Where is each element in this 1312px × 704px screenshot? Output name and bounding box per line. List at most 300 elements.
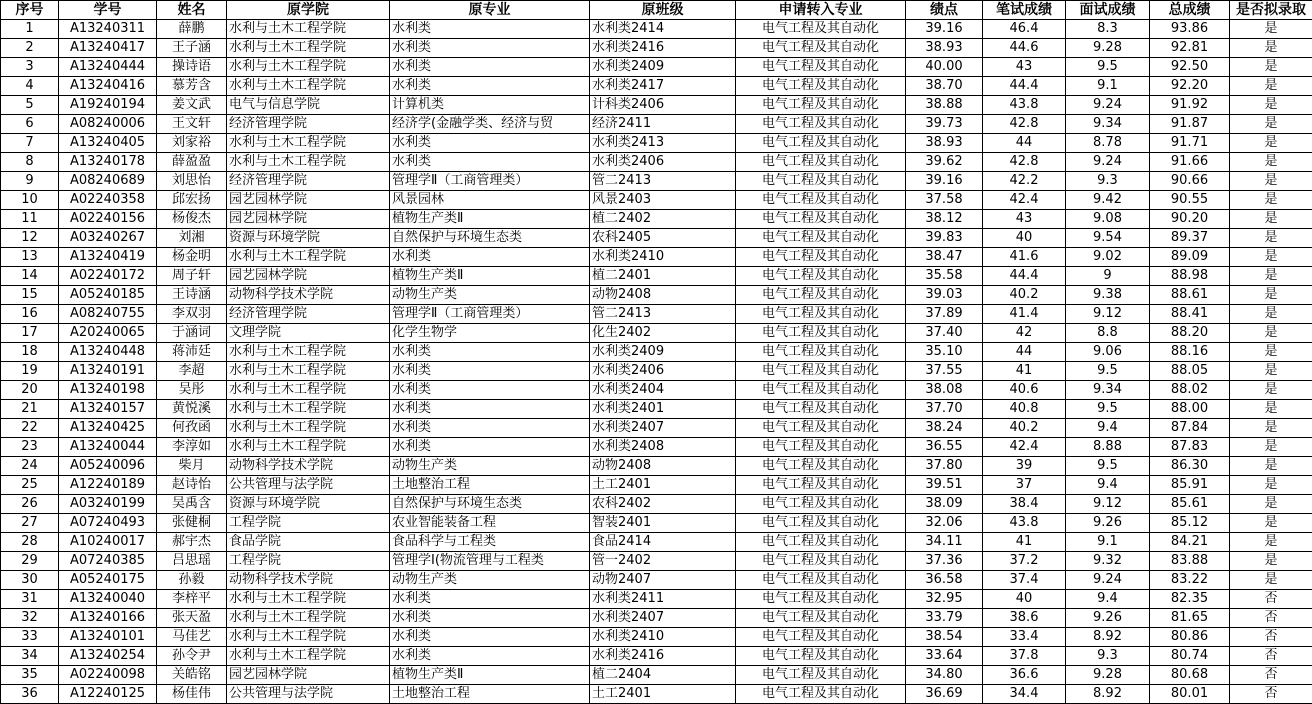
cell-interview-score: 9.54 [1066, 229, 1150, 248]
table-row [1, 39, 1312, 58]
cell-seq: 19 [1, 362, 59, 381]
cell-gpa: 34.11 [906, 533, 983, 552]
cell-seq: 7 [1, 134, 59, 153]
cell-student-id: A13240101 [59, 628, 157, 647]
cell-written-score: 34.4 [983, 685, 1066, 704]
cell-total-score: 89.37 [1150, 229, 1230, 248]
column-header-admitted: 是否拟录取 [1230, 1, 1312, 20]
column-header-interview-score: 面试成绩 [1066, 1, 1150, 20]
column-header-student-id: 学号 [59, 1, 157, 20]
cell-orig-major: 植物生产类Ⅱ [390, 210, 590, 229]
cell-student-id: A13240178 [59, 153, 157, 172]
cell-orig-class: 水利类2407 [590, 609, 736, 628]
cell-total-score: 88.00 [1150, 400, 1230, 419]
cell-target-major: 电气工程及其自动化 [736, 438, 906, 457]
cell-name: 慕芳含 [157, 77, 227, 96]
cell-orig-class: 化生2402 [590, 324, 736, 343]
cell-admitted: 否 [1230, 590, 1312, 609]
cell-target-major: 电气工程及其自动化 [736, 267, 906, 286]
cell-student-id: A02240098 [59, 666, 157, 685]
cell-admitted: 是 [1230, 20, 1312, 39]
cell-interview-score: 8.8 [1066, 324, 1150, 343]
cell-student-id: A03240267 [59, 229, 157, 248]
cell-interview-score: 9.5 [1066, 58, 1150, 77]
cell-admitted: 否 [1230, 685, 1312, 704]
cell-orig-major: 管理学Ⅱ（工商管理类） [390, 172, 590, 191]
cell-gpa: 37.80 [906, 457, 983, 476]
table-row [1, 400, 1312, 419]
cell-gpa: 36.69 [906, 685, 983, 704]
cell-interview-score: 9.34 [1066, 381, 1150, 400]
cell-orig-major: 植物生产类Ⅱ [390, 666, 590, 685]
cell-admitted: 是 [1230, 134, 1312, 153]
table-body [1, 20, 1312, 704]
cell-orig-major: 食品科学与工程类 [390, 533, 590, 552]
cell-interview-score: 9.5 [1066, 400, 1150, 419]
cell-orig-college: 水利与土木工程学院 [227, 39, 390, 58]
cell-interview-score: 8.3 [1066, 20, 1150, 39]
cell-interview-score: 9.12 [1066, 305, 1150, 324]
cell-target-major: 电气工程及其自动化 [736, 628, 906, 647]
cell-admitted: 是 [1230, 77, 1312, 96]
table-row [1, 324, 1312, 343]
cell-admitted: 是 [1230, 229, 1312, 248]
cell-student-id: A08240006 [59, 115, 157, 134]
cell-orig-major: 水利类 [390, 400, 590, 419]
cell-gpa: 32.95 [906, 590, 983, 609]
cell-total-score: 80.01 [1150, 685, 1230, 704]
cell-orig-college: 水利与土木工程学院 [227, 628, 390, 647]
cell-target-major: 电气工程及其自动化 [736, 419, 906, 438]
header-row [1, 1, 1312, 20]
cell-orig-college: 水利与土木工程学院 [227, 419, 390, 438]
cell-name: 刘家裕 [157, 134, 227, 153]
cell-total-score: 93.86 [1150, 20, 1230, 39]
cell-orig-college: 动物科学技术学院 [227, 286, 390, 305]
cell-gpa: 38.12 [906, 210, 983, 229]
cell-target-major: 电气工程及其自动化 [736, 476, 906, 495]
cell-name: 吕思瑶 [157, 552, 227, 571]
cell-orig-college: 园艺园林学院 [227, 666, 390, 685]
cell-written-score: 42.2 [983, 172, 1066, 191]
cell-target-major: 电气工程及其自动化 [736, 229, 906, 248]
cell-total-score: 90.66 [1150, 172, 1230, 191]
cell-orig-college: 经济管理学院 [227, 115, 390, 134]
cell-total-score: 91.71 [1150, 134, 1230, 153]
cell-orig-major: 水利类 [390, 628, 590, 647]
cell-orig-major: 管理学Ⅰ(物流管理与工程类 [390, 552, 590, 571]
cell-interview-score: 9 [1066, 267, 1150, 286]
cell-orig-class: 水利类2413 [590, 134, 736, 153]
cell-interview-score: 9.08 [1066, 210, 1150, 229]
cell-orig-class: 风景2403 [590, 191, 736, 210]
cell-target-major: 电气工程及其自动化 [736, 134, 906, 153]
cell-orig-college: 资源与环境学院 [227, 229, 390, 248]
cell-target-major: 电气工程及其自动化 [736, 191, 906, 210]
cell-written-score: 42.8 [983, 115, 1066, 134]
cell-written-score: 43 [983, 58, 1066, 77]
cell-target-major: 电气工程及其自动化 [736, 20, 906, 39]
cell-orig-college: 水利与土木工程学院 [227, 248, 390, 267]
cell-orig-college: 文理学院 [227, 324, 390, 343]
cell-admitted: 是 [1230, 533, 1312, 552]
cell-name: 张天盈 [157, 609, 227, 628]
cell-target-major: 电气工程及其自动化 [736, 400, 906, 419]
column-header-total-score: 总成绩 [1150, 1, 1230, 20]
cell-total-score: 90.20 [1150, 210, 1230, 229]
table-row [1, 514, 1312, 533]
cell-orig-major: 水利类 [390, 609, 590, 628]
cell-admitted: 是 [1230, 381, 1312, 400]
cell-orig-major: 动物生产类 [390, 457, 590, 476]
cell-admitted: 是 [1230, 39, 1312, 58]
cell-target-major: 电气工程及其自动化 [736, 514, 906, 533]
cell-orig-major: 农业智能装备工程 [390, 514, 590, 533]
cell-seq: 27 [1, 514, 59, 533]
cell-target-major: 电气工程及其自动化 [736, 590, 906, 609]
cell-total-score: 88.41 [1150, 305, 1230, 324]
cell-student-id: A13240198 [59, 381, 157, 400]
cell-written-score: 42.4 [983, 438, 1066, 457]
cell-seq: 23 [1, 438, 59, 457]
column-header-seq: 序号 [1, 1, 59, 20]
cell-seq: 4 [1, 77, 59, 96]
cell-target-major: 电气工程及其自动化 [736, 115, 906, 134]
cell-written-score: 43 [983, 210, 1066, 229]
cell-written-score: 40 [983, 590, 1066, 609]
cell-seq: 12 [1, 229, 59, 248]
cell-orig-major: 自然保护与环境生态类 [390, 229, 590, 248]
cell-interview-score: 9.06 [1066, 343, 1150, 362]
table-row [1, 229, 1312, 248]
cell-seq: 3 [1, 58, 59, 77]
table-row [1, 248, 1312, 267]
cell-name: 王文轩 [157, 115, 227, 134]
cell-seq: 36 [1, 685, 59, 704]
cell-orig-class: 土工2401 [590, 685, 736, 704]
cell-written-score: 37.2 [983, 552, 1066, 571]
cell-orig-major: 水利类 [390, 39, 590, 58]
column-header-name: 姓名 [157, 1, 227, 20]
cell-interview-score: 8.92 [1066, 628, 1150, 647]
cell-seq: 33 [1, 628, 59, 647]
cell-orig-major: 水利类 [390, 20, 590, 39]
cell-student-id: A07240385 [59, 552, 157, 571]
cell-name: 张健桐 [157, 514, 227, 533]
cell-written-score: 39 [983, 457, 1066, 476]
table-row [1, 96, 1312, 115]
cell-admitted: 否 [1230, 609, 1312, 628]
cell-seq: 8 [1, 153, 59, 172]
cell-written-score: 44.4 [983, 77, 1066, 96]
cell-orig-college: 电气与信息学院 [227, 96, 390, 115]
cell-seq: 1 [1, 20, 59, 39]
cell-target-major: 电气工程及其自动化 [736, 533, 906, 552]
table-row [1, 476, 1312, 495]
cell-orig-major: 水利类 [390, 343, 590, 362]
cell-total-score: 88.20 [1150, 324, 1230, 343]
cell-gpa: 38.24 [906, 419, 983, 438]
cell-admitted: 是 [1230, 96, 1312, 115]
cell-total-score: 85.12 [1150, 514, 1230, 533]
cell-written-score: 44.4 [983, 267, 1066, 286]
table-row [1, 191, 1312, 210]
cell-admitted: 是 [1230, 286, 1312, 305]
cell-target-major: 电气工程及其自动化 [736, 172, 906, 191]
cell-orig-class: 土工2401 [590, 476, 736, 495]
cell-name: 刘思怡 [157, 172, 227, 191]
cell-written-score: 40.8 [983, 400, 1066, 419]
cell-name: 邱宏扬 [157, 191, 227, 210]
table-row [1, 438, 1312, 457]
table-row [1, 590, 1312, 609]
cell-orig-college: 动物科学技术学院 [227, 571, 390, 590]
cell-admitted: 是 [1230, 571, 1312, 590]
cell-interview-score: 9.24 [1066, 96, 1150, 115]
cell-student-id: A13240157 [59, 400, 157, 419]
cell-student-id: A13240191 [59, 362, 157, 381]
table-row [1, 343, 1312, 362]
cell-student-id: A12240189 [59, 476, 157, 495]
cell-gpa: 35.10 [906, 343, 983, 362]
cell-target-major: 电气工程及其自动化 [736, 305, 906, 324]
cell-orig-major: 风景园林 [390, 191, 590, 210]
cell-total-score: 88.98 [1150, 267, 1230, 286]
cell-name: 吴禹含 [157, 495, 227, 514]
cell-total-score: 87.84 [1150, 419, 1230, 438]
cell-interview-score: 9.12 [1066, 495, 1150, 514]
cell-orig-class: 管二2413 [590, 172, 736, 191]
cell-seq: 30 [1, 571, 59, 590]
cell-interview-score: 8.78 [1066, 134, 1150, 153]
cell-interview-score: 9.26 [1066, 514, 1150, 533]
cell-orig-class: 水利类2410 [590, 628, 736, 647]
cell-orig-major: 水利类 [390, 438, 590, 457]
cell-orig-class: 管二2413 [590, 305, 736, 324]
cell-total-score: 80.86 [1150, 628, 1230, 647]
cell-target-major: 电气工程及其自动化 [736, 552, 906, 571]
cell-target-major: 电气工程及其自动化 [736, 381, 906, 400]
cell-orig-class: 水利类2417 [590, 77, 736, 96]
cell-written-score: 40.2 [983, 419, 1066, 438]
cell-name: 薛鹏 [157, 20, 227, 39]
cell-total-score: 91.66 [1150, 153, 1230, 172]
cell-target-major: 电气工程及其自动化 [736, 58, 906, 77]
cell-orig-class: 植二2401 [590, 267, 736, 286]
cell-orig-class: 水利类2406 [590, 362, 736, 381]
cell-written-score: 42 [983, 324, 1066, 343]
cell-interview-score: 9.28 [1066, 666, 1150, 685]
table-row [1, 495, 1312, 514]
cell-gpa: 39.16 [906, 172, 983, 191]
cell-orig-class: 水利类2406 [590, 153, 736, 172]
table-row [1, 305, 1312, 324]
cell-name: 郝宇杰 [157, 533, 227, 552]
cell-total-score: 85.91 [1150, 476, 1230, 495]
cell-written-score: 44 [983, 134, 1066, 153]
cell-orig-major: 计算机类 [390, 96, 590, 115]
cell-written-score: 41.6 [983, 248, 1066, 267]
cell-orig-college: 水利与土木工程学院 [227, 153, 390, 172]
cell-gpa: 34.80 [906, 666, 983, 685]
cell-name: 柴月 [157, 457, 227, 476]
cell-target-major: 电气工程及其自动化 [736, 362, 906, 381]
cell-orig-major: 水利类 [390, 134, 590, 153]
cell-orig-college: 水利与土木工程学院 [227, 400, 390, 419]
cell-orig-college: 水利与土木工程学院 [227, 381, 390, 400]
cell-total-score: 86.30 [1150, 457, 1230, 476]
cell-student-id: A13240044 [59, 438, 157, 457]
cell-target-major: 电气工程及其自动化 [736, 324, 906, 343]
cell-seq: 22 [1, 419, 59, 438]
cell-student-id: A19240194 [59, 96, 157, 115]
cell-student-id: A13240419 [59, 248, 157, 267]
cell-written-score: 42.4 [983, 191, 1066, 210]
cell-orig-college: 园艺园林学院 [227, 210, 390, 229]
cell-target-major: 电气工程及其自动化 [736, 39, 906, 58]
cell-gpa: 33.79 [906, 609, 983, 628]
cell-name: 于涵词 [157, 324, 227, 343]
cell-orig-college: 经济管理学院 [227, 305, 390, 324]
column-header-orig-major: 原专业 [390, 1, 590, 20]
cell-interview-score: 9.32 [1066, 552, 1150, 571]
cell-gpa: 36.58 [906, 571, 983, 590]
cell-written-score: 43.8 [983, 514, 1066, 533]
cell-student-id: A13240417 [59, 39, 157, 58]
cell-name: 李梓平 [157, 590, 227, 609]
cell-admitted: 是 [1230, 514, 1312, 533]
cell-orig-class: 动物2407 [590, 571, 736, 590]
cell-orig-major: 土地整治工程 [390, 685, 590, 704]
cell-total-score: 80.74 [1150, 647, 1230, 666]
cell-target-major: 电气工程及其自动化 [736, 457, 906, 476]
cell-student-id: A13240416 [59, 77, 157, 96]
cell-written-score: 40.6 [983, 381, 1066, 400]
cell-target-major: 电气工程及其自动化 [736, 609, 906, 628]
cell-seq: 32 [1, 609, 59, 628]
cell-gpa: 39.83 [906, 229, 983, 248]
cell-interview-score: 9.42 [1066, 191, 1150, 210]
cell-gpa: 36.55 [906, 438, 983, 457]
cell-name: 杨佳伟 [157, 685, 227, 704]
cell-written-score: 37 [983, 476, 1066, 495]
cell-orig-major: 水利类 [390, 419, 590, 438]
cell-total-score: 81.65 [1150, 609, 1230, 628]
cell-interview-score: 9.4 [1066, 419, 1150, 438]
cell-interview-score: 9.3 [1066, 647, 1150, 666]
cell-name: 孙令尹 [157, 647, 227, 666]
cell-target-major: 电气工程及其自动化 [736, 286, 906, 305]
cell-orig-college: 水利与土木工程学院 [227, 590, 390, 609]
column-header-written-score: 笔试成绩 [983, 1, 1066, 20]
cell-gpa: 33.64 [906, 647, 983, 666]
cell-student-id: A13240040 [59, 590, 157, 609]
cell-gpa: 38.93 [906, 134, 983, 153]
cell-gpa: 39.03 [906, 286, 983, 305]
cell-target-major: 电气工程及其自动化 [736, 495, 906, 514]
cell-total-score: 90.55 [1150, 191, 1230, 210]
column-header-gpa: 绩点 [906, 1, 983, 20]
table-row [1, 457, 1312, 476]
table-row [1, 115, 1312, 134]
cell-student-id: A02240358 [59, 191, 157, 210]
cell-gpa: 37.36 [906, 552, 983, 571]
cell-student-id: A03240199 [59, 495, 157, 514]
cell-gpa: 38.54 [906, 628, 983, 647]
cell-seq: 28 [1, 533, 59, 552]
cell-target-major: 电气工程及其自动化 [736, 248, 906, 267]
cell-seq: 6 [1, 115, 59, 134]
cell-gpa: 38.47 [906, 248, 983, 267]
cell-target-major: 电气工程及其自动化 [736, 666, 906, 685]
cell-orig-college: 水利与土木工程学院 [227, 609, 390, 628]
table-row [1, 286, 1312, 305]
cell-gpa: 38.08 [906, 381, 983, 400]
cell-total-score: 88.05 [1150, 362, 1230, 381]
cell-orig-major: 水利类 [390, 362, 590, 381]
cell-name: 姜文武 [157, 96, 227, 115]
cell-written-score: 44 [983, 343, 1066, 362]
cell-admitted: 是 [1230, 153, 1312, 172]
cell-total-score: 82.35 [1150, 590, 1230, 609]
cell-admitted: 否 [1230, 666, 1312, 685]
cell-target-major: 电气工程及其自动化 [736, 685, 906, 704]
cell-student-id: A13240166 [59, 609, 157, 628]
cell-seq: 24 [1, 457, 59, 476]
cell-seq: 11 [1, 210, 59, 229]
cell-gpa: 38.70 [906, 77, 983, 96]
cell-orig-class: 计科类2406 [590, 96, 736, 115]
cell-name: 赵诗怡 [157, 476, 227, 495]
table-row [1, 628, 1312, 647]
table-row [1, 647, 1312, 666]
cell-seq: 17 [1, 324, 59, 343]
table-row [1, 77, 1312, 96]
cell-total-score: 88.02 [1150, 381, 1230, 400]
table-row [1, 609, 1312, 628]
cell-written-score: 37.4 [983, 571, 1066, 590]
cell-admitted: 是 [1230, 343, 1312, 362]
cell-name: 何孜函 [157, 419, 227, 438]
cell-orig-class: 管一2402 [590, 552, 736, 571]
cell-written-score: 41.4 [983, 305, 1066, 324]
cell-total-score: 88.61 [1150, 286, 1230, 305]
cell-seq: 13 [1, 248, 59, 267]
cell-admitted: 是 [1230, 172, 1312, 191]
cell-orig-class: 水利类2408 [590, 438, 736, 457]
cell-gpa: 37.55 [906, 362, 983, 381]
cell-written-score: 42.8 [983, 153, 1066, 172]
table-row [1, 58, 1312, 77]
table-row [1, 210, 1312, 229]
cell-admitted: 是 [1230, 495, 1312, 514]
table-row [1, 20, 1312, 39]
cell-gpa: 38.93 [906, 39, 983, 58]
cell-orig-class: 植二2404 [590, 666, 736, 685]
cell-written-score: 37.8 [983, 647, 1066, 666]
cell-seq: 15 [1, 286, 59, 305]
cell-seq: 25 [1, 476, 59, 495]
cell-orig-college: 水利与土木工程学院 [227, 343, 390, 362]
cell-student-id: A13240448 [59, 343, 157, 362]
table-row [1, 571, 1312, 590]
cell-admitted: 是 [1230, 248, 1312, 267]
cell-name: 马佳艺 [157, 628, 227, 647]
cell-admitted: 是 [1230, 476, 1312, 495]
cell-orig-major: 经济学(金融学类、经济与贸 [390, 115, 590, 134]
cell-seq: 14 [1, 267, 59, 286]
cell-orig-class: 水利类2407 [590, 419, 736, 438]
